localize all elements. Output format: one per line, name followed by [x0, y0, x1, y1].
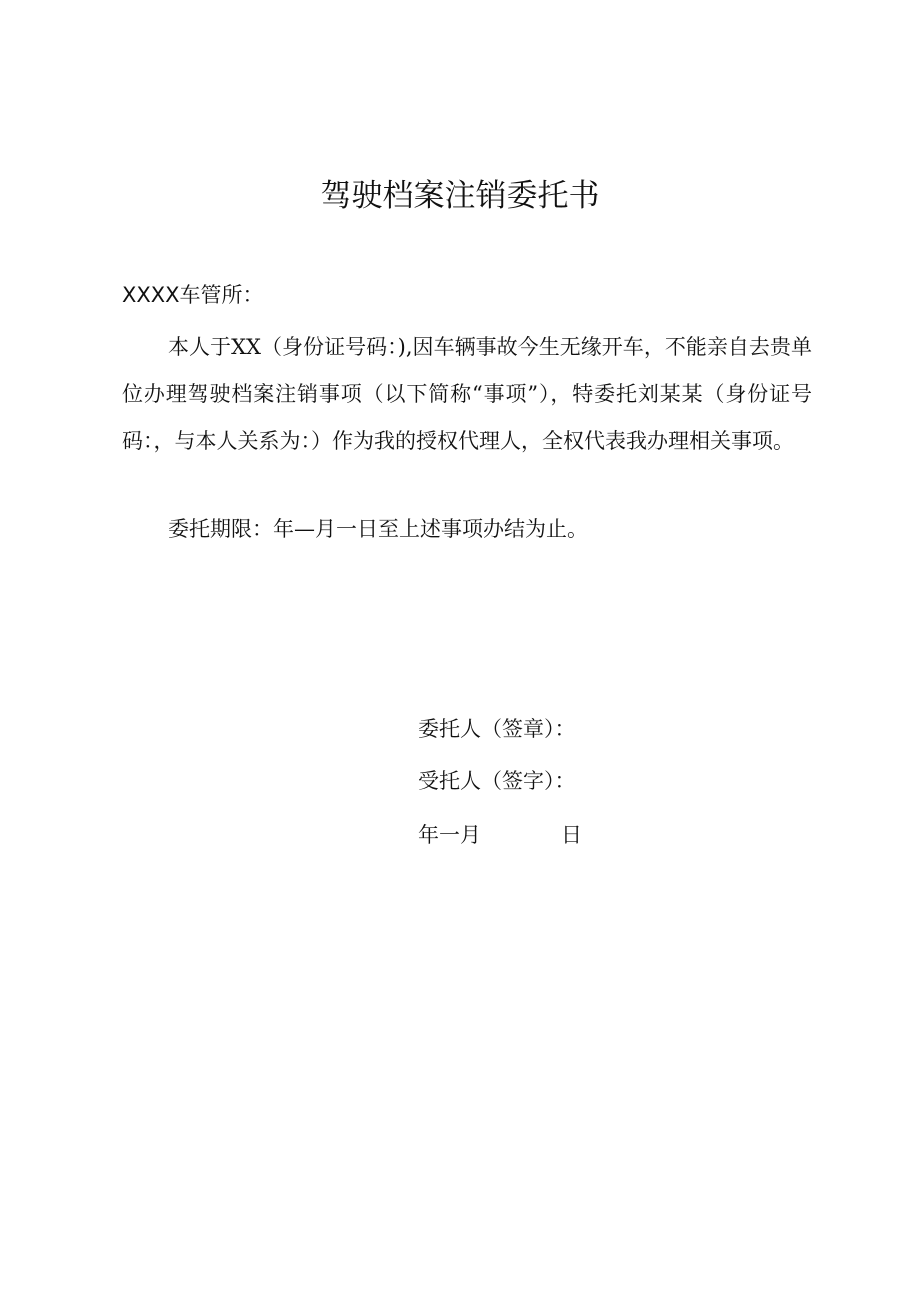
addressee-line: XXXX车管所：: [122, 283, 264, 307]
date-day: 日: [561, 823, 582, 847]
body-paragraph: 本人于XX（身份证号码：),因车辆事故今生无缘开车，不能亲自去贵单位办理驾驶档案注销事项（以下简称“事项”），特委托刘某某（身份证号码：，与本人关系为：）作为我的授权代理人，全权代表我办理相关事项。: [122, 335, 812, 453]
principal-signature-line: 委托人（签章）：: [418, 717, 576, 741]
date-line: [418, 820, 582, 850]
date-year-month: 年一月: [418, 823, 481, 847]
document-title: 驾驶档案注销委托书: [320, 178, 600, 214]
term-paragraph: 委托期限：年—月一日至上述事项办结为止。: [168, 517, 588, 541]
agent-signature-line: 受托人（签字）：: [418, 769, 576, 793]
